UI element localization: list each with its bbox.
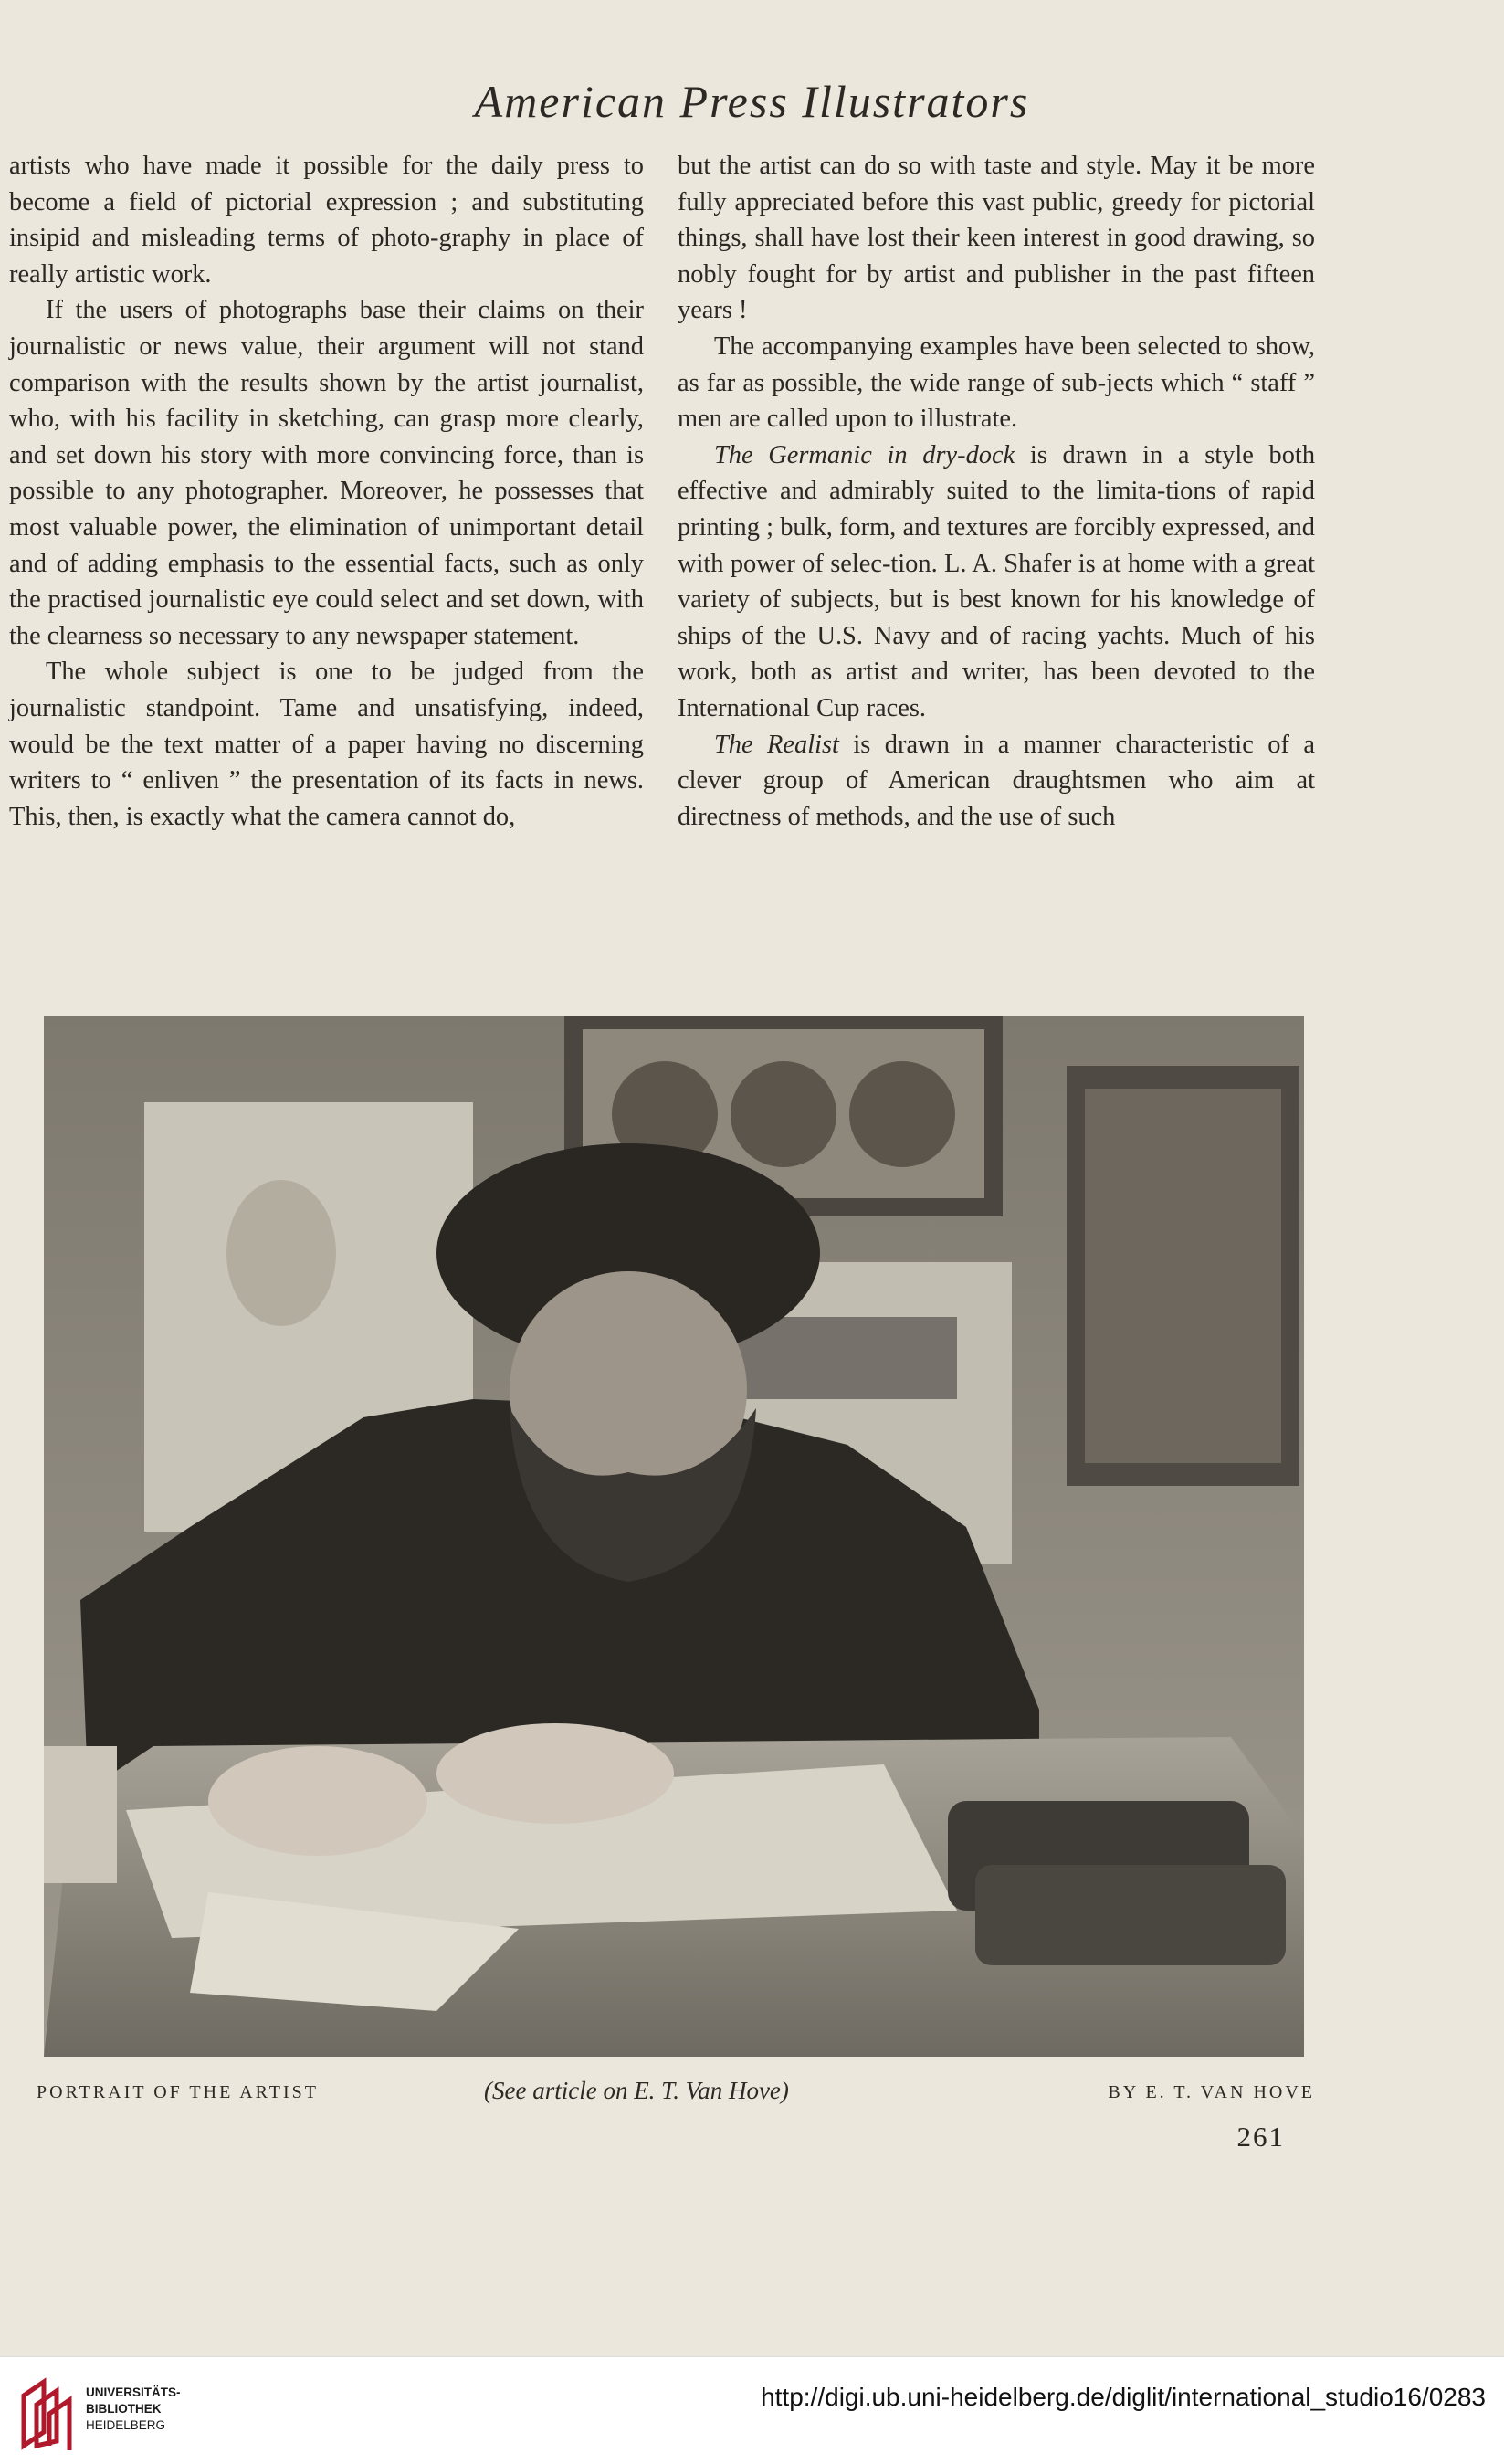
figure-caption — [37, 2077, 1315, 2119]
left-paragraph-2: If the users of photographs base their claims on their journalistic or news value, their argument will not stand comparison with the results shown by the artist journalist, who, with his facility in sketching, can grasp more clearly, and set down his story with more convincing force, than is possible to any photographer. Moreover, he possesses that most valuable power, the elimination of unimportant detail and of adding emphasis to the essential facts, such as only the practised journalistic eye could select and set down, with the clearness so necessary to any newspaper statement. — [9, 296, 644, 650]
right-paragraph-4-text: is drawn in a manner characteristic of a clever group of American draughtsmen who aim at directness of methods, and the use of such — [678, 730, 1315, 831]
left-paragraph-3: The whole subject is one to be judged from the journalistic standpoint. Tame and unsatisfying, indeed, would be the text matter of a paper having no discerning writers to “ enliven ” the presentation of its facts in news. This, then, is exactly what the camera cannot do, — [9, 658, 644, 831]
running-head: American Press Illustrators — [474, 76, 1030, 127]
portrait-illustration — [44, 1016, 1304, 2057]
caption-reference: (See article on E. T. Van Hove) — [484, 2077, 789, 2104]
right-paragraph-3-text: is drawn in a style both effective and admirably suited to the limita-tions of rapid printing ; bulk, form, and textures are forcibly expressed, and with power of selec-tion. L. A. Shafer is at home with a great variety of subjects, but is best known for his knowledge of ships of the U.S. Navy and of racing yachts. Much of his work, both as artist and writer, has been devoted to the International Cup races. — [678, 440, 1316, 722]
right-paragraph-3 — [678, 437, 1315, 727]
source-url-link[interactable]: http://digi.ub.uni-heidelberg.de/diglit/international_studio16/0283 — [761, 2383, 1486, 2411]
left-paragraph-1: artists who have made it possible for the daily press to become a field of pictorial expression ; and substituting insipid and misleading terms of photo-graphy in place of really artistic work. — [9, 152, 644, 289]
library-logo-icon — [16, 2377, 80, 2450]
artwork-title-germanic: The Germanic in dry-dock — [714, 440, 1015, 469]
right-hand — [436, 1723, 674, 1824]
left-hand — [208, 1746, 427, 1856]
library-name-line-1: UNIVERSITÄTS- — [86, 2385, 181, 2399]
artwork-title-realist: The Realist — [714, 730, 839, 759]
library-name-line-3: HEIDELBERG — [86, 2418, 166, 2432]
left-column — [9, 148, 644, 835]
caption-credit: BY E. T. VAN HOVE — [1108, 2082, 1315, 2102]
portrait-painting — [44, 1016, 1304, 2057]
page-number: 261 — [1236, 2121, 1285, 2153]
right-column — [678, 148, 1315, 835]
caption-title: PORTRAIT OF THE ARTIST — [37, 2082, 319, 2102]
right-paragraph-4 — [678, 727, 1315, 836]
right-paragraph-2: The accompanying examples have been selected to show, as far as possible, the wide range of sub-jects which “ staff ” men are called upon to illustrate. — [678, 332, 1315, 434]
library-name-line-2: BIBLIOTHEK — [86, 2402, 162, 2416]
digitization-footer — [0, 2356, 1504, 2464]
right-paragraph-1: but the artist can do so with taste and style. May it be more fully appreciated before this vast public, greedy for pictorial things, shall have lost their keen interest in good drawing, so nobly fought for by artist and publisher in the past fifteen years ! — [678, 152, 1315, 325]
brush-jar — [44, 1746, 117, 1883]
library-name — [86, 2385, 181, 2434]
